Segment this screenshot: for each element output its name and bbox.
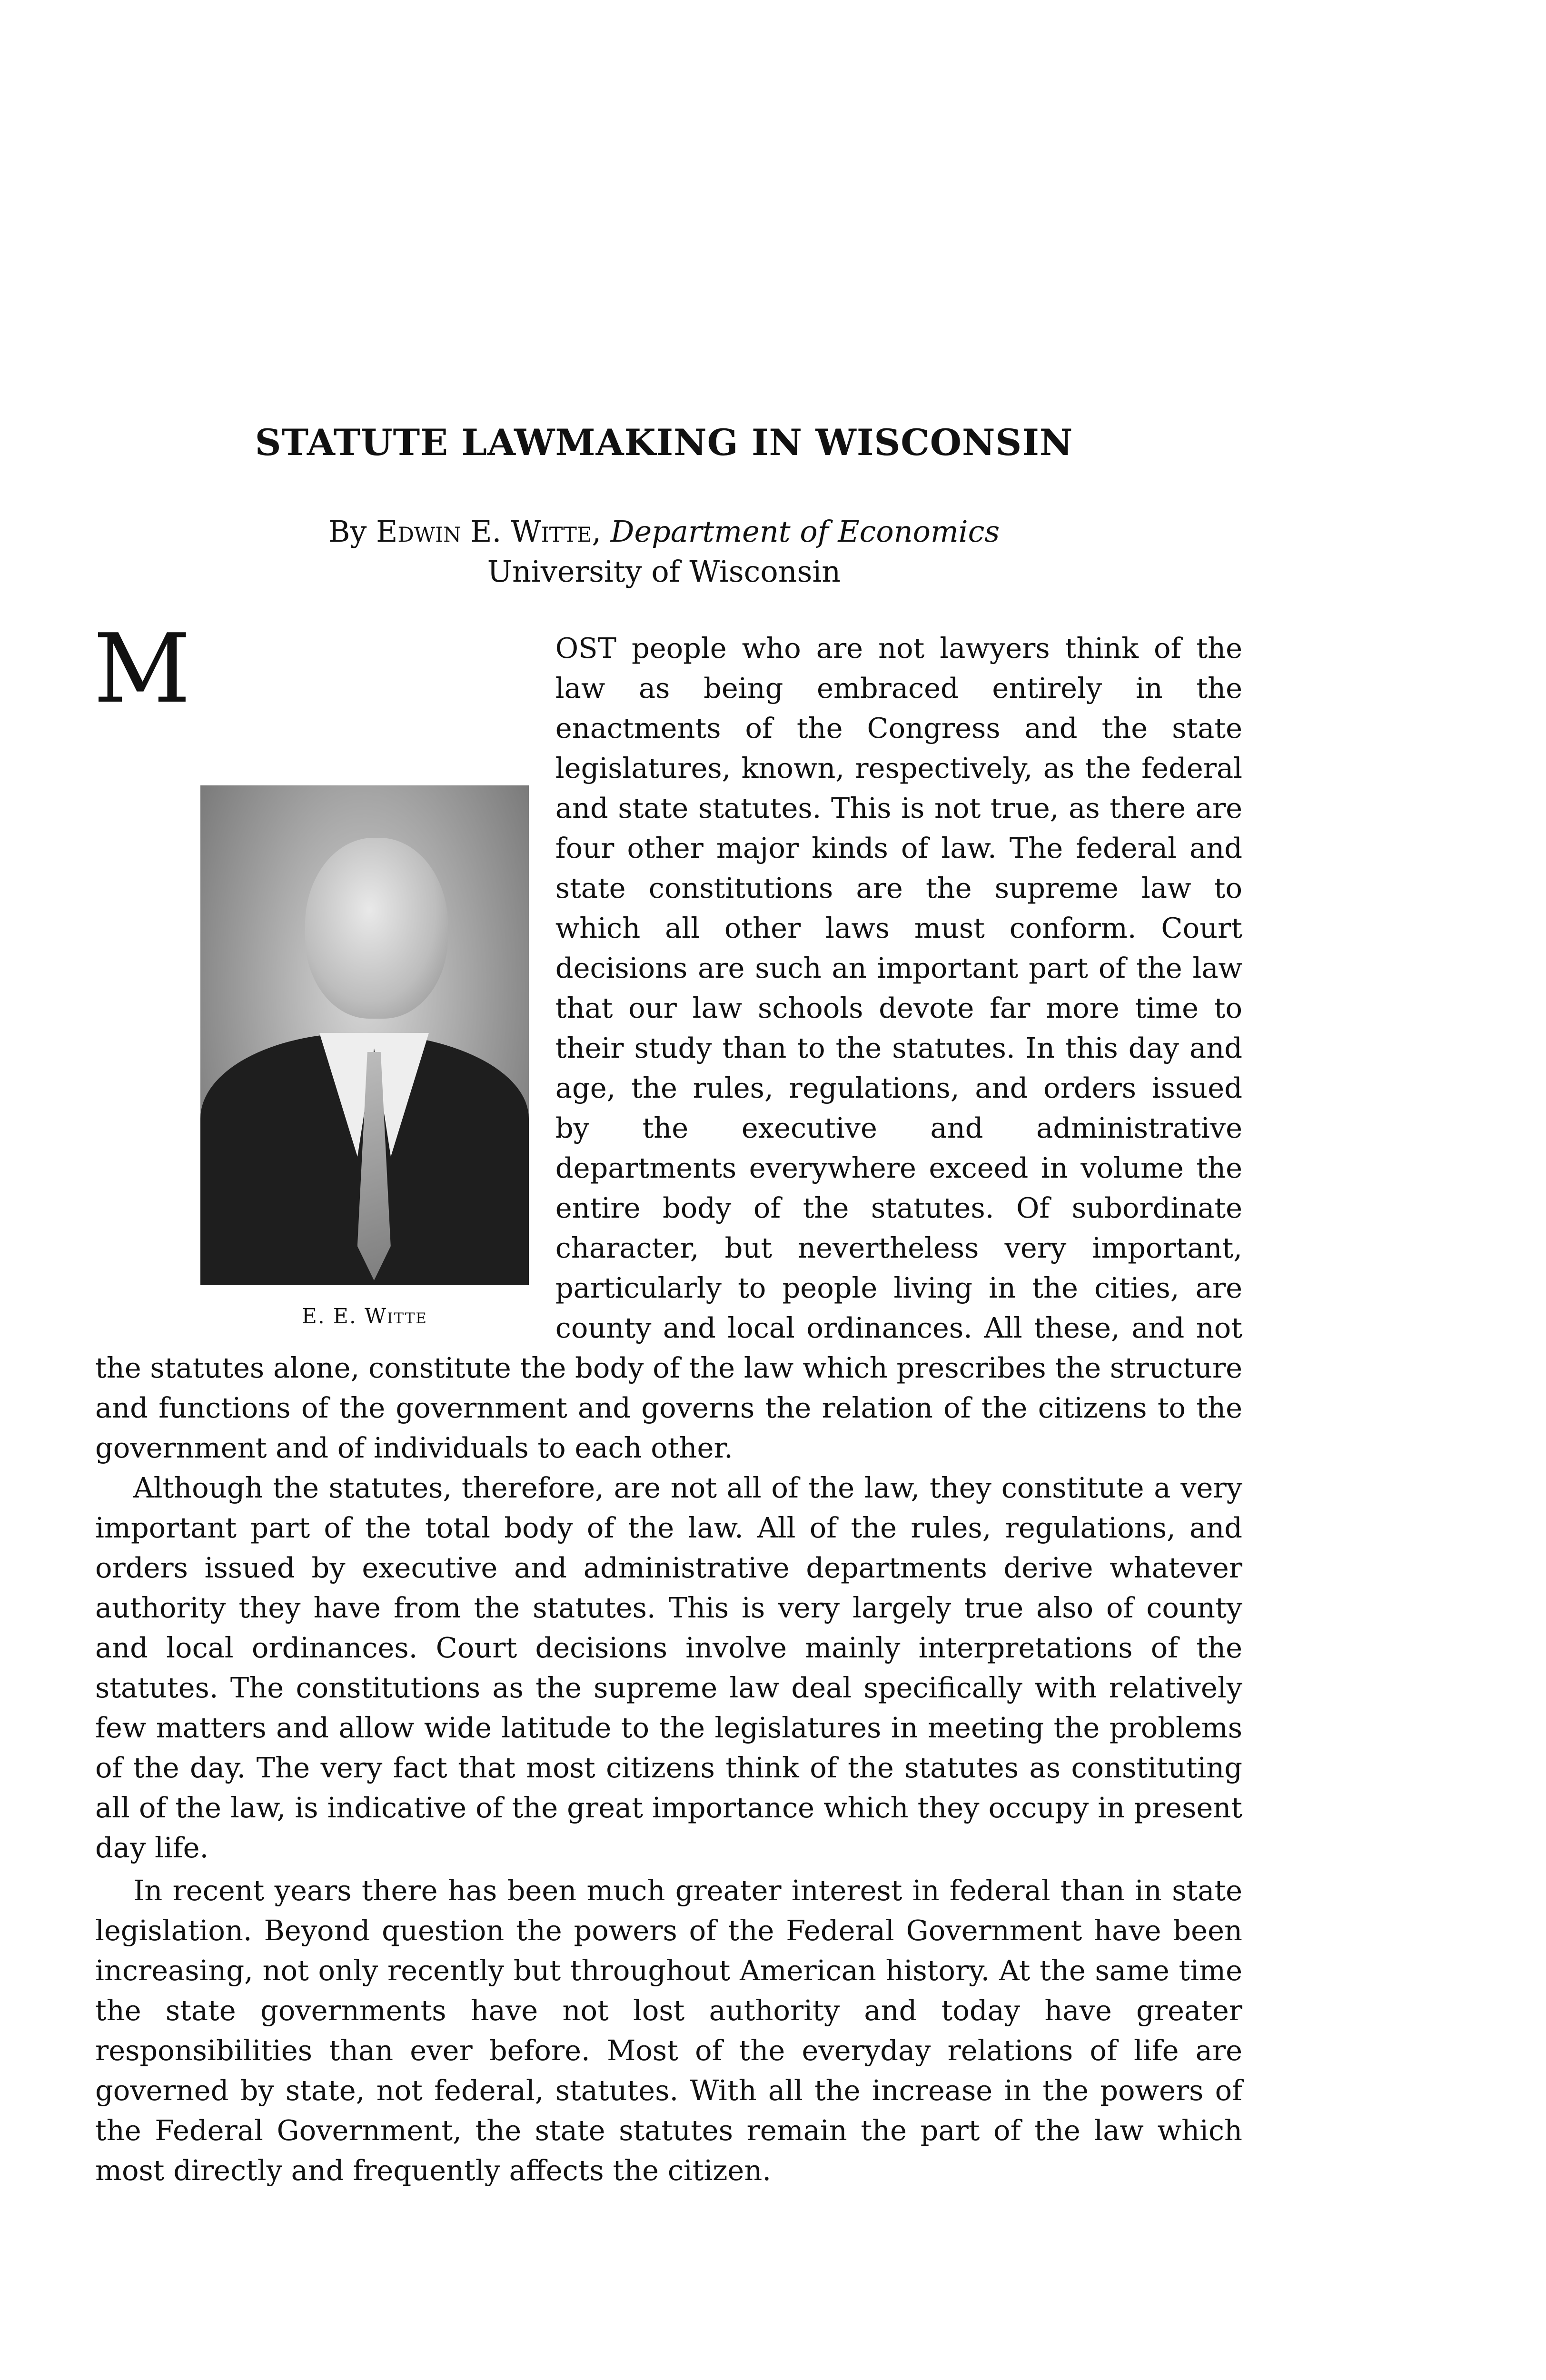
paragraph-2: Although the statutes, therefore, are not all of the law, they constitute a very important part of the total body of the law. All of the rules, regulations, and orders issued by executive and administrative departments derive whatever authority they have from the statutes. This is very largely true also of county and local ordinances. Court decisions involve mainly interpretations of the statutes. The constitutions as the supreme law deal specifically with relatively few matters and allow wide latitude to the legislatures in meeting the problems of the day. The very fact that most citizens think of the statutes as constituting all of the law, is indicative of the great importance which they occupy in present day life.: [95, 1471, 1242, 1864]
author-department: Department of Economics: [610, 514, 1000, 549]
author-institution: University of Wisconsin: [487, 554, 841, 589]
photo-head: [305, 838, 448, 1019]
article-body: [93, 614, 1242, 2191]
drop-cap: M: [93, 614, 191, 724]
author-photo: [200, 785, 529, 1285]
paragraph-3: In recent years there has been much greater interest in federal than in state legislation. Beyond question the powers of the Federal Government have been increasing, not only recently but throughout American history. At the same time the state governments have not lost authority and today have greater responsibilities than ever before. Most of the everyday relations of life are governed by state, not federal, statutes. With all the increase in the powers of the Federal Government, the state statutes remain the part of the law which most directly and frequently affects the citizen.: [95, 1874, 1242, 2187]
article-title: STATUTE LAWMAKING IN WISCONSIN: [255, 421, 1073, 464]
byline-prefix: By: [328, 514, 367, 549]
author-photo-figure: [200, 785, 529, 1337]
photo-caption: E. E. Witte: [301, 1304, 427, 1329]
paragraph-1-text: OST people who are not lawyers think of the law as being embraced entirely in the enactments of the Congress and the state legislatures, known, respectively, as the federal and state statutes. This is not true, as there are four other major kinds of law. The federal and state constitutions are the supreme law to which all other laws must conform. Court decisions are such an important part of the law that our law schools devote far more time to their study than to the statutes. In this day and age, the rules, regulations, and orders issued by the executive and administrative departments everywhere exceed in volume the entire body of the statutes. Of subordinate character, but nevertheless very important, particularly to people living in the cities, are county and local ordinances. All these, and not the statutes alone, constitute the body of the law which prescribes the structure and functions of the government and governs the relation of the citizens to the government and of individuals to each other.: [95, 632, 1242, 1464]
author-name: Edwin E. Witte,: [376, 514, 602, 549]
paragraph-1: [93, 614, 1242, 1468]
byline-line-1: [0, 512, 1328, 552]
byline: [0, 512, 1328, 592]
